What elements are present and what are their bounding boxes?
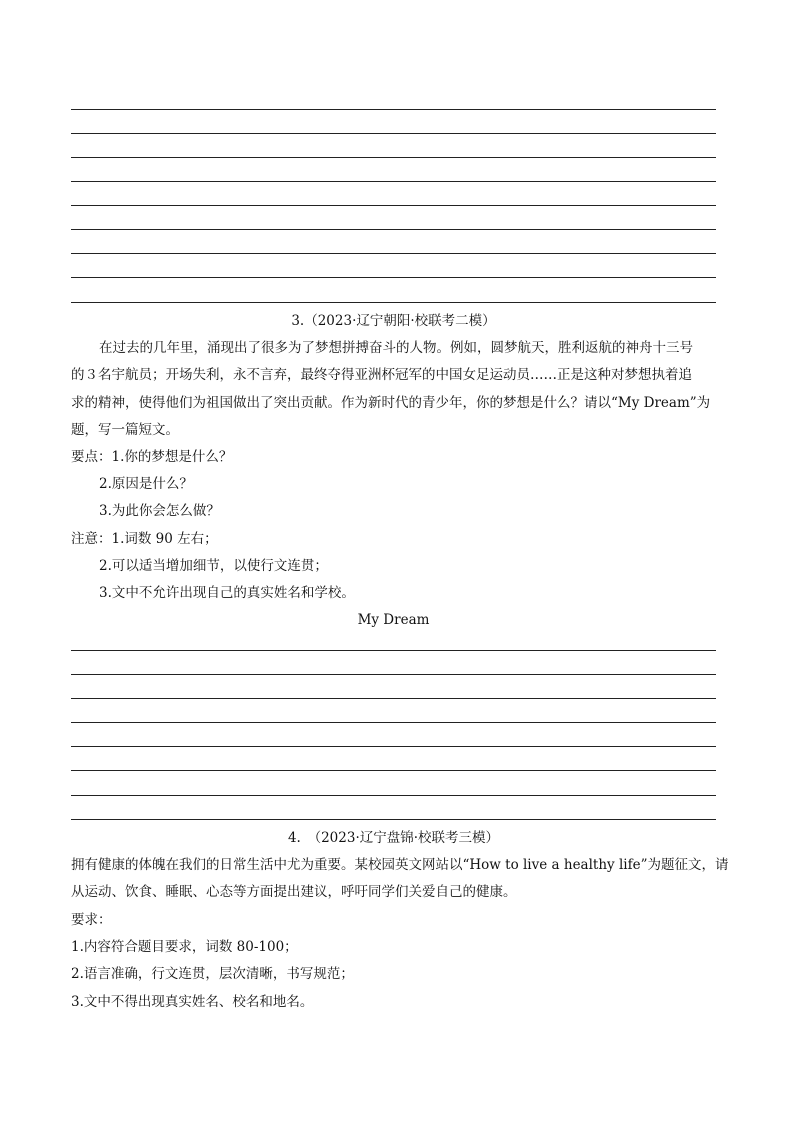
q4-req: 3.文中不得出现真实姓名、校名和地名。	[71, 994, 314, 1010]
q3-para-line: 求的精神，使得他们为祖国做出了突出贡献。作为新时代的青少年，你的梦想是什么？请以“My Dream”为	[71, 395, 711, 411]
q3-para-line: 题，写一篇短文。	[71, 422, 179, 438]
q3-point: 2.原因是什么？	[99, 476, 193, 492]
essay-title: My Dream	[357, 612, 430, 628]
q3-para-line: 在过去的几年里，涌现出了很多为了梦想拼搏奋斗的人物。例如，圆梦航天，胜利返航的神舟十三号	[99, 340, 693, 356]
q3-para-line: 的３名宇航员；开场失利，永不言弃，最终夺得亚洲杯冠军的中国女足运动员……正是这种对梦想执着追	[71, 367, 692, 383]
q4-req: 1.内容符合题目要求，词数 80-100；	[71, 939, 298, 955]
q3-header: 3.（2023·辽宁朝阳·校联考二模）	[291, 313, 496, 329]
q3-point: 3.为此你会怎么做？	[99, 503, 220, 519]
q4-header: 4. （2023·辽宁盘锦·校联考三模）	[287, 830, 500, 846]
q4-req: 2.语言准确，行文连贯，层次清晰，书写规范；	[71, 966, 354, 982]
q3-notes-label: 注意：1.词数 90 左右；	[71, 531, 218, 547]
q4-req-label: 要求：	[71, 912, 112, 928]
q3-note: 2.可以适当增加细节，以使行文连贯；	[99, 558, 328, 574]
q4-para-line: 从运动、饮食、睡眠、心态等方面提出建议，呼吁同学们关爱自己的健康。	[71, 884, 517, 900]
q3-note: 3.文中不允许出现自己的真实姓名和学校。	[99, 585, 355, 601]
q3-points-label: 要点：1.你的梦想是什么？	[71, 449, 233, 465]
q4-para-line: 拥有健康的体魄在我们的日常生活中尤为重要。某校园英文网站以“How to live a healthy life”为题征文，请	[71, 857, 729, 873]
